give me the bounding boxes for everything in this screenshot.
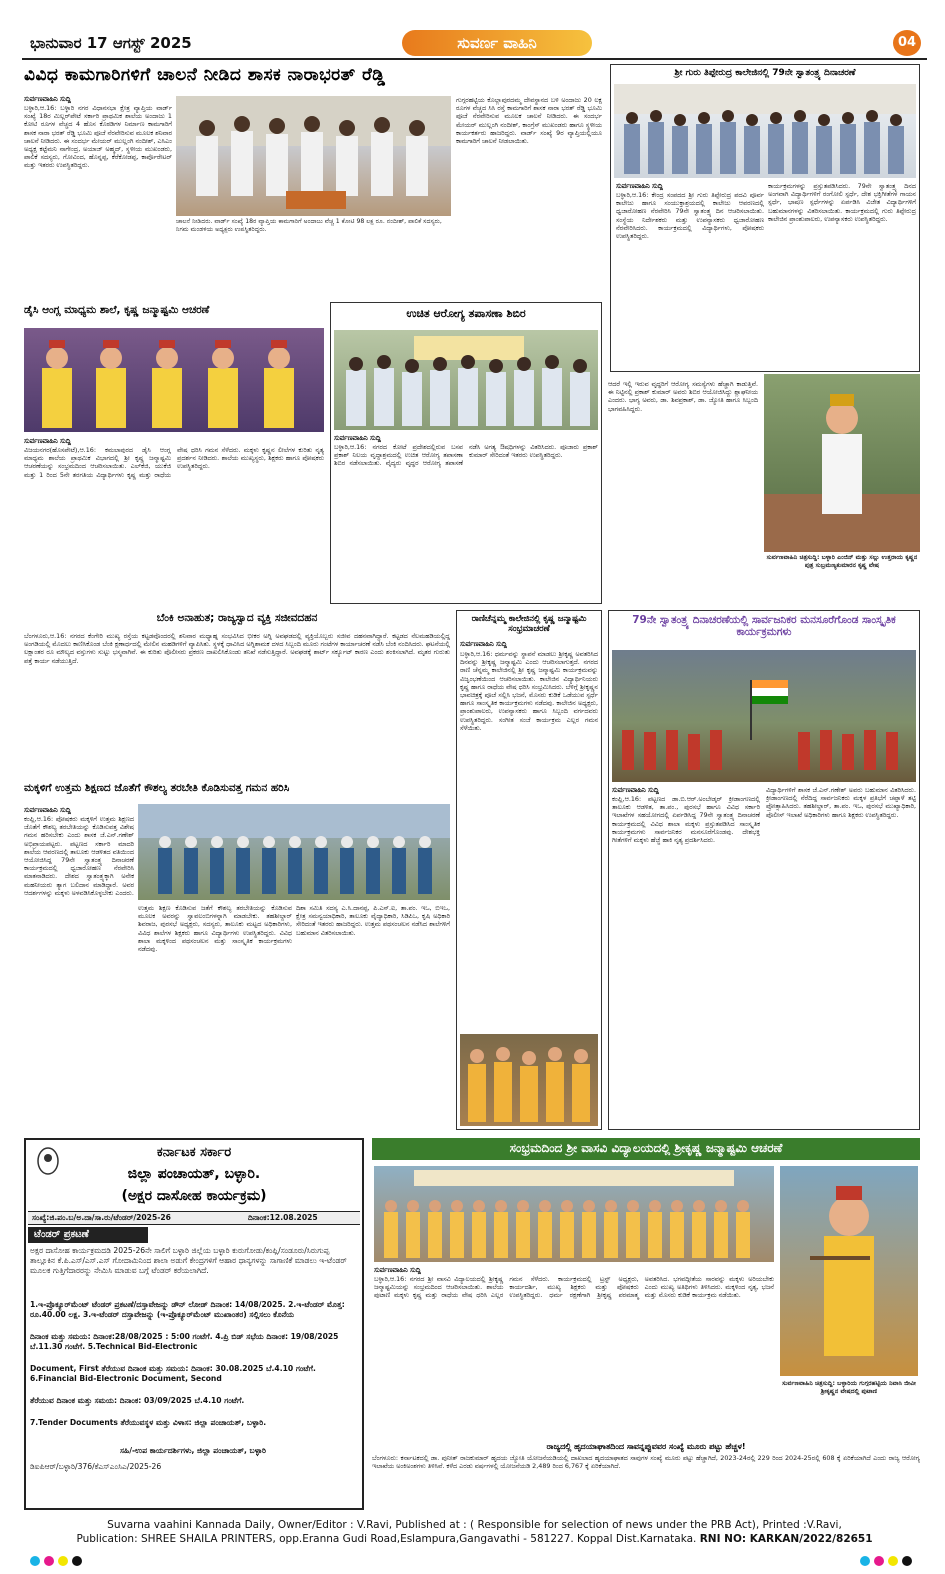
- footer: [22, 1518, 927, 1546]
- children-costume-photo-icon: [24, 328, 324, 432]
- story9-body-2: ವಿದ್ಯಾರ್ಥಿಗಳಿಗೆ ಶಾಸಕ ಜೆ.ಎನ್.ಗಣೇಶ್ ಅವರು ಬಹುಮಾನ ವಿತರಿಸಿದರು. ಕ್ರೀಡಾಂಗಣದಲ್ಲಿ ನೆರೆದಿದ್ದ ಸಾರ್ವಜನಿಕರು ಮಕ್ಕಳ ಪ್ರತಿಭೆಗೆ ಚಪ್ಪಾಳೆ ತಟ್ಟಿ ಪ್ರೋತ್ಸಾಹಿಸಿದರು. ತಹಶೀಲ್ದಾರ್, ತಾ.ಪಂ. ಇಒ, ಪುರಸಭೆ ಮುಖ್ಯಾಧಿಕಾರಿ, ಪೊಲೀಸ್ ಇಲಾಖೆ ಅಧಿಕಾರಿಗಳು ಹಾಗೂ ಶಿಕ್ಷಕರು ಉಪಸ್ಥಿತರಿದ್ದರು.: [766, 786, 916, 819]
- notice-headline: ರಾಜ್ಯದಲ್ಲಿ ಹೃದಯಾಘಾತದಿಂದ ಸಾವನ್ನಪ್ಪುವವರ ಸಂಖ್ಯೆ ಮೂರು ಪಟ್ಟು ಹೆಚ್ಚಳ!: [546, 1442, 746, 1451]
- story5-photo-caption: ಸುರ್ವಣವಾಹಿನಿ ಚಿತ್ರಸುದ್ದಿ: ಬಳ್ಳಾರಿ ಎಂಜಿನ್ ಮತ್ತು ಸಲ್ಲು ಉತ್ತರಾಯ ಕೃಷ್ಣನ ಪುತ್ರ ಸುಬ್ರಮಣ್ಯಕುಮಾರನ ಕೃಷ್ಣ ವೇಷ: [766, 554, 918, 569]
- story9-photo: [612, 650, 916, 782]
- tender-signature: ಸಹಿ/-ಉಪ ಕಾರ್ಯದರ್ಶಿಗಳು, ಜಿಲ್ಲಾ ಪಂಚಾಯತ್, ಬಳ್ಳಾರಿ: [120, 1446, 266, 1455]
- story10-body-1: ಬಳ್ಳಾರಿ,ಆ.16: ನಗರದ ಶ್ರೀ ವಾಸವಿ ವಿದ್ಯಾಲಯದಲ್ಲಿ ಶ್ರೀಕೃಷ್ಣ ಜನ್ಮಾಷ್ಟಮಿಯನ್ನು ಸಂಭ್ರಮದಿಂದ ಆಚರಿಸಲಾಯಿತು. ಶಾಲೆಯ ಪುಟಾಣಿ ಮಕ್ಕಳು ಕೃಷ್ಣ ಮತ್ತು ರಾಧೆಯ ವೇಷ ಧರಿಸಿ ಎಲ್ಲರ ಗಮನ ಸೆಳೆದರು. ಕಾರ್ಯಕ್ರಮದಲ್ಲಿ ಟ್ರಸ್ಟ್ ಅಧ್ಯಕ್ಷರು, ಕಾರ್ಯದರ್ಶಿ, ಮುಖ್ಯ ಶಿಕ್ಷಕರು ಮತ್ತು ಪೋಷಕರು ಉಪಸ್ಥಿತರಿದ್ದರು. ಧರ್ಮ ರಕ್ಷಣೆಗಾಗಿ ಶ್ರೀಕೃಷ್ಣ ಪರಮಾತ್ಮ ಅವತರಿಸಿದ. ಭಗವದ್ಗೀತೆಯ ಸಾರವನ್ನು ಮಕ್ಕಳು ಅರಿಯಬೇಕು ಎಂದು ಮುಖ್ಯ ಅತಿಥಿಗಳು ತಿಳಿಸಿದರು. ಮಕ್ಕಳಿಂದ ನೃತ್ಯ, ಭಜನೆ ಮತ್ತು ಮೊಸರು ಕುಡಿಕೆ ಕಾರ್ಯಕ್ರಮ ನಡೆಯಿತು.: [374, 1275, 774, 1300]
- story7-byline: ಸುರ್ವಣವಾಹಿನಿ ಸುದ್ದಿ: [24, 806, 71, 814]
- tender-date: ದಿನಾಂಕ:12.08.2025: [248, 1213, 318, 1222]
- tender-org-1: ಕರ್ನಾಟಕ ಸರ್ಕಾರ: [156, 1145, 232, 1160]
- tender-line-1: 1.ಇ-ಪ್ರೊಕ್ಯೂರ್‌ಮೆಂಟ್ ಟೆಂಡರ್ ಪ್ರಕಟಣೆ/ದಸ್ತಾವೇಜನ್ನು ಡೌನ್ ಲೋಡ್ ದಿನಾಂಕ: 14/08/2025. 2.ಇ-ಟೆಂಡರ್ ಮೊತ್ತ: ರೂ.40.00 ಲಕ್ಷ. 3.ಇ-ಟೆಂಡರ್ ದಸ್ತಾವೇಜನ್ನು (ಇ-ಪ್ರೊಕ್ಯೂರ್‌ಮೆಂಟ್ ಮುಖಾಂತರ) ಸಲ್ಲಿಸಲು ಕೊನೆಯ: [30, 1300, 345, 1319]
- story8-photo: [460, 1034, 598, 1126]
- story9-byline: ಸುರ್ವಣವಾಹಿನಿ ಸುದ್ದಿ: [612, 786, 659, 794]
- masthead: [22, 28, 927, 60]
- tender-ref: ಸಂಖ್ಯೆ:ಜಿ.ಪಂ.ಬ/ಅ.ದಾ/ಸಾ.ರು/ಟೆಂಡರ್/2025-26: [32, 1213, 171, 1222]
- cultural-program-photo-icon: [612, 650, 916, 782]
- footer-line-2: [22, 1532, 927, 1546]
- registration-marks-right: [860, 1556, 912, 1566]
- story9-headline: 79ನೇ ಸ್ವಾತಂತ್ರ್ಯ ದಿನಾಚರಣೆಯಲ್ಲಿ ಸಾರ್ವಜನಿಕರ ಮನಸೂರೆಗೊಂಡ ಸಾಂಸ್ಕೃತಿಕ ಕಾರ್ಯಕ್ರಮಗಳು: [632, 614, 896, 639]
- tender-dipr: ಡಿಐಪಿಆರ್/ಬಳ್ಳಾರಿ/376/ಕೆಎಸ್‌ಎಂಸಿಎ/2025-26: [30, 1462, 162, 1471]
- black-mark-icon: [902, 1556, 912, 1566]
- story5-photo: [764, 374, 920, 552]
- tender-paragraph: ಅಕ್ಷರ ದಾಸೋಹ ಕಾರ್ಯಕ್ರಮದಡಿ 2025-26ನೇ ಸಾಲಿಗೆ ಬಳ್ಳಾರಿ ಜಿಲ್ಲೆಯ ಬಳ್ಳಾರಿ ಕುರುಗೋಡು/ಕಂಪ್ಲಿ/ಸಂಡೂರು/ಸಿರುಗುಪ್ಪ ತಾಲ್ಲೂಕಿನ ಕೆ.ಪಿ.ಎಸ್/ಎಸ್.ಎಸ್ ಗೋದಾಮಿನಿಂದ ಶಾಲಾ ಅಡುಗೆ ಕೇಂದ್ರಗಳಿಗೆ ಆಹಾರ ಧಾನ್ಯಗಳನ್ನು ಸಾಗಾಣಿಕೆ ಮಾಡಲು ಇ-ಟೆಂಡರ್ ಮೂಲಕ ಗುತ್ತಿಗೆದಾರರನ್ನು ನೇಮಿಸಿ ಮಾಡುವ ಬಗ್ಗೆ ಟೆಂಡರ್ ಕರೆಯಲಾಗಿದೆ.: [30, 1246, 347, 1275]
- college-krishna-photo-icon: [460, 1034, 598, 1126]
- story9-body-1: ಕಂಪ್ಲಿ,ಆ.16: ಪಟ್ಟಣದ ಡಾ.ಬಿ.ಆರ್.ಅಂಬೇಡ್ಕರ್ ಕ್ರೀಡಾಂಗಣದಲ್ಲಿ ತಾಲೂಕು ಆಡಳಿತ, ತಾ.ಪಂ., ಪುರಸಭೆ ಹಾಗೂ ವಿವಿಧ ಸರ್ಕಾರಿ ಇಲಾಖೆಗಳ ಸಹಯೋಗದಲ್ಲಿ ಏರ್ಪಡಿಸಿದ್ದ 79ನೇ ಸ್ವಾತಂತ್ರ್ಯ ದಿನಾಚರಣೆ ಕಾರ್ಯಕ್ರಮದಲ್ಲಿ ವಿವಿಧ ಶಾಲಾ ಮಕ್ಕಳು ಪ್ರಸ್ತುತಪಡಿಸಿದ ಸಾಂಸ್ಕೃತಿಕ ಕಾರ್ಯಕ್ರಮಗಳು ಸಾರ್ವಜನಿಕರ ಮನಸೂರೆಗೊಂಡವು. ದೇಶಭಕ್ತಿ ಗೀತೆಗಳಿಗೆ ಮಕ್ಕಳು ಹೆಜ್ಜೆ ಹಾಕಿ ನೃತ್ಯ ಪ್ರದರ್ಶಿಸಿದರು.: [612, 795, 760, 845]
- story10-headline-bar: [372, 1138, 920, 1160]
- story2-body-2: ಕಾರ್ಯಕ್ರಮಗಳನ್ನು ಪ್ರಸ್ತುತಪಡಿಸಿದರು. 79ನೇ ಸ್ವಾತಂತ್ರ್ಯ ದಿನದ ಅಂಗವಾಗಿ ವಿದ್ಯಾರ್ಥಿಗಳಿಗೆ ರಂಗೋಲಿ ಸ್ಪರ್ಧೆ, ದೇಶ ಭಕ್ತಿಗೀತೆಗಳ ಗಾಯನ ಸ್ಪರ್ಧೆ, ಭಾಷಣ ಸ್ಪರ್ಧೆಗಳನ್ನು ಏರ್ಪಡಿಸಿ ವಿಜೇತ ವಿದ್ಯಾರ್ಥಿಗಳಿಗೆ ಬಹುಮಾನಗಳನ್ನು ವಿತರಿಸಲಾಯಿತು. ಕಾರ್ಯಕ್ರಮದಲ್ಲಿ ಗುರು ತಿಪ್ಪೇರುದ್ರ ಕಾಲೇಜಿನ ಪ್ರಾಂಶುಪಾಲರು, ಉಪನ್ಯಾಸಕರು ಉಪಸ್ಥಿತರಿದ್ದರು.: [768, 182, 916, 223]
- story6-headline: ಬೆಂಕಿ ಅನಾಹುತ; ರಾಜ್ಯಸ್ವಾದ ವ್ಯಕ್ತಿ ಸಜೀವದಹನ: [156, 612, 318, 624]
- story8-byline: ಸುರ್ವಣವಾಹಿನಿ ಸುದ್ದಿ: [460, 640, 507, 648]
- story4-byline: ಸುರ್ವಣವಾಹಿನಿ ಸುದ್ದಿ: [334, 434, 381, 442]
- story4-photo: [334, 330, 598, 430]
- story3-headline: ಡೈಸಿ ಆಂಗ್ಲ ಮಾಧ್ಯಮ ಶಾಲೆ, ಕೃಷ್ಣ ಜನ್ಮಾಷ್ಟಮಿ ಆಚರಣೆ: [24, 304, 210, 316]
- story10-caption: ಸುರ್ವಣವಾಹಿನಿ ಚಿತ್ರಸುದ್ದಿ: ಬಳ್ಳಾರಿಯ ಗುಗ್ಗರಹಟ್ಟಿಯ ನಿವಾಸಿ ಜೀವೀ ಶ್ರೀಕೃಷ್ಣನ ವೇಷದಲ್ಲಿ ಪುಟಾಣಿ: [782, 1380, 916, 1395]
- story6-body: ಬೆಂಗಳೂರು,ಆ.16: ನಗರದ ಕೆಂಗೇರಿ ಮುಖ್ಯ ರಸ್ತೆಯ ಕಟ್ಟಡವೊಂದರಲ್ಲಿ ಶನಿವಾರ ಮಧ್ಯಾಹ್ನ ಸಂಭವಿಸಿದ ಭೀಕರ ಅಗ್ನಿ ಅವಘಡದಲ್ಲಿ ವ್ಯಕ್ತಿಯೊಬ್ಬರು ಸಜೀವ ದಹನವಾಗಿದ್ದಾರೆ. ಕಟ್ಟಡದ ನೆಲಮಹಡಿಯಲ್ಲಿದ್ದ ಅಂಗಡಿಯಲ್ಲಿ ಮೊದಲು ಕಾಣಿಸಿಕೊಂಡ ಬೆಂಕಿ ಕ್ಷಣಾರ್ಧದಲ್ಲಿ ಮೇಲಿನ ಮಹಡಿಗಳಿಗೆ ವ್ಯಾಪಿಸಿತು. ಸ್ಥಳಕ್ಕೆ ಧಾವಿಸಿದ ಅಗ್ನಿಶಾಮಕ ದಳದ ಸಿಬ್ಬಂದಿ ಮೂರು ಗಂಟೆಗಳ ಕಾರ್ಯಾಚರಣೆ ನಡೆಸಿ ಬೆಂಕಿ ನಂದಿಸಿದರು. ಘಟನೆಯಲ್ಲಿ ಲಕ್ಷಾಂತರ ರೂ ಮೌಲ್ಯದ ವಸ್ತುಗಳು ಸುಟ್ಟು ಭಸ್ಮವಾಗಿವೆ. ಈ ಕುರಿತು ಪೊಲೀಸರು ಪ್ರಕರಣ ದಾಖಲಿಸಿಕೊಂಡು ತನಿಖೆ ನಡೆಸುತ್ತಿದ್ದಾರೆ. ಅವಘಡಕ್ಕೆ ಶಾರ್ಟ್ ಸರ್ಕ್ಯೂಟ್ ಕಾರಣ ಎಂದು ಶಂಕಿಸಲಾಗಿದೆ. ಮೃತರ ಗುರುತು ಪತ್ತೆ ಕಾರ್ಯ ನಡೆಯುತ್ತಿದೆ.: [24, 632, 450, 665]
- school-krishna-group-photo-icon: [374, 1166, 774, 1262]
- story10-side-photo: [780, 1166, 918, 1376]
- story7-headline: ಮಕ್ಕಳಿಗೆ ಉತ್ತಮ ಶಿಕ್ಷಣದ ಜೊತೆಗೆ ಕೌಶಲ್ಯ ತರಬೇತಿ ಕೊಡಿಸುವತ್ತ ಗಮನ ಹರಿಸಿ: [24, 782, 290, 794]
- child-krishna-flute-photo-icon: [780, 1166, 918, 1376]
- footer-line-1: Suvarna vaahini Kannada Daily, Owner/Editor : V.Ravi, Published at : ( Responsible for selection of news under the PRB Act), Printed :V.Ravi,: [107, 1519, 842, 1531]
- story3-body: ವಿಜಯನಗರ(ಹೊಸಪೇಟೆ),ಆ.16: ಕಮಲಾಪುರದ ಡೈಸಿ ಆಂಗ್ಲ ಮಾಧ್ಯಮ ಶಾಲೆಯ ಪ್ರಾಥಮಿಕ ವಿಭಾಗದಲ್ಲಿ ಶ್ರೀ ಕೃಷ್ಣ ಜನ್ಮಾಷ್ಟಮಿ ಆಚರಣೆಯನ್ನು ಸಂಭ್ರಮದಿಂದ ಆಚರಿಸಲಾಯಿತು. ಎಲ್‌ಕೆಜಿ, ಯುಕೆಜಿ ಮತ್ತು 1 ರಿಂದ 5ನೇ ತರಗತಿಯ ವಿದ್ಯಾರ್ಥಿಗಳು ಕೃಷ್ಣ ಮತ್ತು ರಾಧೆಯ ವೇಷ ಧರಿಸಿ ಗಮನ ಸೆಳೆದರು. ಮಕ್ಕಳು ಕೃಷ್ಣನ ಲೀಲೆಗಳ ಕುರಿತು ನೃತ್ಯ ಪ್ರದರ್ಶನ ನೀಡಿದರು. ಶಾಲೆಯ ಮುಖ್ಯಸ್ಥರು, ಶಿಕ್ಷಕರು ಹಾಗೂ ಪೋಷಕರು ಉಪಸ್ಥಿತರಿದ್ದರು.: [24, 446, 324, 479]
- story10-photo: [374, 1166, 774, 1262]
- story7-body-2: ಉತ್ತಮ ಶಿಕ್ಷಣ ಕೊಡಿಸುವ ಜತೆಗೆ ಕೌಶಲ್ಯ ತರಬೇತಿಯನ್ನು ಕೊಡಿಸುವ ಮೂಲಕ ಅವರನ್ನು ಸ್ವಾವಲಂಬಿಗಳನ್ನಾಗಿ ಮಾಡಬೇಕು. ತಹಶೀಲ್ದಾರ್ ಶಿವರಾಜ, ಪುರಸಭೆ ಅಧ್ಯಕ್ಷರು, ಸದಸ್ಯರು, ತಾಲೂಕು ಮಟ್ಟದ ಅಧಿಕಾರಿಗಳು, ವಿವಿಧ ಶಾಲೆಗಳ ಶಿಕ್ಷಕರು ಹಾಗೂ ವಿದ್ಯಾರ್ಥಿಗಳು ಉಪಸ್ಥಿತರಿದ್ದರು. ವಿವಿಧ ಶಾಲಾ ಮಕ್ಕಳಿಂದ ಪಥಸಂಚಲನ ಮತ್ತು ಸಾಂಸ್ಕೃತಿಕ ಕಾರ್ಯಕ್ರಮಗಳು ನಡೆದವು.: [138, 904, 292, 954]
- newspaper-logo: ಸುವರ್ಣ ವಾಹಿನಿ: [402, 30, 592, 56]
- health-camp-photo-icon: [334, 330, 598, 430]
- story2-photo: [614, 84, 916, 178]
- story7-body-3: ದಿಶಾ ಸಮಿತಿ ಸದಸ್ಯ ಎ.ಸಿ.ದಾನಪ್ಪ, ಪಿ.ಎಸ್.ಐ, ತಾ.ಪಂ. ಇಒ, ಬಿಇಒ, ಕ್ಷೇತ್ರ ಸಮನ್ವಯಾಧಿಕಾರಿ, ತಾಲೂಕು ವೈದ್ಯಾಧಿಕಾರಿ, ಸಿಡಿಪಿಒ, ಕೃಷಿ ಅಧಿಕಾರಿ ಸೇರಿದಂತೆ ಇತರರು ಹಾಜರಿದ್ದರು. ಉತ್ತಮ ಪಥಸಂಚಲನ ನಡೆಸಿದ ಶಾಲೆಗಳಿಗೆ ಬಹುಮಾನ ವಿತರಿಸಲಾಯಿತು.: [296, 904, 450, 937]
- story8-body: ಬಳ್ಳಾರಿ,ಆ.16: ಧರ್ಮವನ್ನು ಸ್ಥಾಪನೆ ಮಾಡಲು ಶ್ರೀಕೃಷ್ಣ ಅವತರಿಸಿದ ದಿನವನ್ನು ಶ್ರೀಕೃಷ್ಣ ಜನ್ಮಾಷ್ಟಮಿ ಎಂದು ಆಚರಿಸಲಾಗುತ್ತದೆ. ನಗರದ ರಾಣಿ ಚೆನ್ನಮ್ಮ ಕಾಲೇಜಿನಲ್ಲಿ ಶ್ರೀ ಕೃಷ್ಣ ಜನ್ಮಾಷ್ಟಮಿ ಕಾರ್ಯಕ್ರಮವನ್ನು ವಿಜೃಂಭಣೆಯಿಂದ ಆಚರಿಸಲಾಯಿತು. ಕಾಲೇಜಿನ ವಿದ್ಯಾರ್ಥಿನಿಯರು ಕೃಷ್ಣ ಹಾಗೂ ರಾಧೆಯ ವೇಷ ಧರಿಸಿ ಸಂಭ್ರಮಿಸಿದರು. ಬೆಳಿಗ್ಗೆ ಶ್ರೀಕೃಷ್ಣನ ಭಾವಚಿತ್ರಕ್ಕೆ ಪೂಜೆ ಸಲ್ಲಿಸಿ ಭಜನೆ, ಮೊಸರು ಕುಡಿಕೆ ಒಡೆಯುವ ಸ್ಪರ್ಧೆ ಹಾಗೂ ಸಾಂಸ್ಕೃತಿಕ ಕಾರ್ಯಕ್ರಮಗಳು ನಡೆದವು. ಕಾಲೇಜಿನ ಅಧ್ಯಕ್ಷರು, ಪ್ರಾಂಶುಪಾಲರು, ಉಪನ್ಯಾಸಕರು ಹಾಗೂ ಸಿಬ್ಬಂದಿ ವರ್ಗದವರು ಉಪಸ್ಥಿತರಿದ್ದರು. ಸಂಗೀತ ಸಂಜೆ ಕಾರ್ಯಕ್ರಮ ಎಲ್ಲರ ಗಮನ ಸೆಳೆಯಿತು.: [460, 650, 598, 732]
- yellow-mark-icon: [58, 1556, 68, 1566]
- magenta-mark-icon: [44, 1556, 54, 1566]
- yellow-mark-icon: [888, 1556, 898, 1566]
- page-number: 04: [893, 30, 921, 56]
- magenta-mark-icon: [874, 1556, 884, 1566]
- child-krishna-costume-photo-icon: [764, 374, 920, 552]
- story2-byline: ಸುರ್ವಣವಾಹಿನಿ ಸುದ್ದಿ: [616, 182, 663, 190]
- story8-headline: ರಾಣಿಚೆನ್ನಮ್ಮ ಕಾಲೇಜಿನಲ್ಲಿ ಕೃಷ್ಣ ಜನ್ಮಾಷ್ಟಮಿ ಸಂಭ್ರಮಾಚರಣೆ: [471, 613, 587, 633]
- tender-org-2: ಜಿಲ್ಲಾ ಪಂಚಾಯತ್, ಬಳ್ಳಾರಿ.: [127, 1166, 261, 1182]
- story5-body: ಆದರೆ ಇಲ್ಲಿ ಇರುವ ವೃದ್ಧರಿಗೆ ಆರೋಗ್ಯ ಸಮಸ್ಯೆಗಳು ಹೆಚ್ಚಾಗಿ ಕಾಡುತ್ತಿವೆ. ಈ ನಿಟ್ಟಿನಲ್ಲಿ ಪ್ರಕಾಶ್ ಕುಮಾರ್ ಅವರು ಶಿಬಿರ ಆಯೋಜಿಸಿದ್ದು ಶ್ಲಾಘನೀಯ ಎಂದರು. ಭಾಗ್ಯ ಅವರು, ಡಾ. ಶಿವಪ್ರಕಾಶ್, ಡಾ. ಜ್ಯೋತಿ ಹಾಗೂ ಸಿಬ್ಬಂದಿ ಭಾಗವಹಿಸಿದ್ದರು.: [608, 380, 758, 413]
- tender-ref-bar: [28, 1211, 360, 1225]
- tender-org-3: (ಅಕ್ಷರ ದಾಸೋಹ ಕಾರ್ಯಕ್ರಮ): [121, 1188, 267, 1204]
- story1-photo-caption: ಚಾಲನೆ ನೀಡಿದರು. ವಾರ್ಡ್ ಸಂಖ್ಯೆ 18ರ ವ್ಯಾಪ್ತಿಯ ಕಾಮಗಾರಿಗೆ ಅಂದಾಜು ವೆಚ್ಚ 1 ಕೋಟಿ 98 ಲಕ್ಷ ರೂ. ನಂದೀಶ್, ಪಾಲಿಕೆ ಸದಸ್ಯರು, ನಿಗಮ ಮಂಡಳಿಯ ಅಧ್ಯಕ್ಷರು ಉಪಸ್ಥಿತರಿದ್ದರು.: [176, 218, 442, 233]
- tender-line-3: Document, First ತೆರೆಯುವ ದಿನಾಂಕ ಮತ್ತು ಸಮಯ: ದಿನಾಂಕ: 30.08.2025 ಬೆ.4.10 ಗಂಟೆಗೆ. 6.Financial Bid-Electronic Document, Second: [30, 1364, 316, 1383]
- tender-line-4: ತೆರೆಯುವ ದಿನಾಂಕ ಮತ್ತು ಸಮಯ: ದಿನಾಂಕ: 03/09/2025 ಬೆ.4.10 ಗಂಟೆಗೆ.: [30, 1396, 245, 1405]
- cyan-mark-icon: [30, 1556, 40, 1566]
- story1-byline: ಸುರ್ವಣವಾಹಿನಿ ಸುದ್ದಿ: [24, 95, 71, 103]
- story1-body-2: ಗುಗ್ಗರಹಟ್ಟಿಯ ಕೊಲ್ಲಾಪುರದಮ್ಮ ದೇವಸ್ಥಾನದ ಬಳಿ ಅಂದಾಜು 20 ಲಕ್ಷ ರೂಗಳ ವೆಚ್ಚದ ಸಿಸಿ ರಸ್ತೆ ಕಾಮಗಾರಿಗೆ ಶಾಸಕ ನಾರಾ ಭರತ್ ರೆಡ್ಡಿ ಭೂಮಿ ಪೂಜೆ ನೆರವೇರಿಸುವ ಮೂಲಕ ಚಾಲನೆ ನೀಡಿದರು. ಈ ಸಂದರ್ಭ ಮೇಯರ್ ಮುಲ್ಲಂಗಿ ನಂದೀಶ್, ಕಾಂಗ್ರೆಸ್ ಮುಖಂಡರು ಹಾಗೂ ಸ್ಥಳೀಯ ಕಾರ್ಯಕರ್ತರು ಹಾಜರಿದ್ದರು. ವಾರ್ಡ್ ಸಂಖ್ಯೆ 9ರ ವ್ಯಾಪ್ತಿಯಲ್ಲಿಯೂ ಕಾಮಗಾರಿಗೆ ಚಾಲನೆ ನೀಡಲಾಯಿತು.: [456, 96, 602, 146]
- story7-photo: [138, 804, 450, 900]
- group-people-photo-icon: [176, 96, 451, 216]
- tender-line-5: 7.Tender Documents ತೆರೆಯುವಸ್ಥಳ ಮತ್ತು ವಿಳಾಸ: ಜಿಲ್ಲಾ ಪಂಚಾಯತ್, ಬಳ್ಳಾರಿ.: [30, 1418, 267, 1427]
- black-mark-icon: [72, 1556, 82, 1566]
- tender-title-bar: [28, 1227, 148, 1243]
- story4-body: ಬಳ್ಳಾರಿ,ಆ.16: ನಗರದ ಕೋಟೆ ಪ್ರದೇಶದಲ್ಲಿರುವ ಬಸವ ಪ್ರಕಾಶ್ ನಿಲಯ ವೃದ್ಧಾಶ್ರಮದಲ್ಲಿ ಉಚಿತ ಆರೋಗ್ಯ ತಪಾಸಣಾ ಶಿಬಿರ ನಡೆಸಲಾಯಿತು. ವೈದ್ಯರು ವೃದ್ಧರ ಆರೋಗ್ಯ ತಪಾಸಣೆ ನಡೆಸಿ ಅಗತ್ಯ ಔಷಧಿಗಳನ್ನು ವಿತರಿಸಿದರು. ಪೂಜಾರು ಪ್ರಕಾಶ್ ಕುಮಾರ್ ಸೇರಿದಂತೆ ಇತರರು ಉಪಸ್ಥಿತರಿದ್ದರು.: [334, 443, 598, 468]
- story10-headline: ಸಂಭ್ರಮದಿಂದ ಶ್ರೀ ವಾಸವಿ ವಿದ್ಯಾಲಯದಲ್ಲಿ ಶ್ರೀಕೃಷ್ಣ ಜನ್ಮಾಷ್ಟಮಿ ಆಚರಣೆ: [509, 1141, 783, 1155]
- notice-body: ಬೆಂಗಳೂರು: ಕರ್ನಾಟಕದಲ್ಲಿ ಡಾ. ಪುನೀತ್ ರಾಜಕುಮಾರ್ ಹೃದಯ ಜ್ಯೋತಿ ಯೋಜನೆಯಡಿಯಲ್ಲಿ ದಾಖಲಾದ ಹೃದಯಾಘಾತದ ಸಾವುಗಳ ಸಂಖ್ಯೆ ಮೂರು ಪಟ್ಟು ಹೆಚ್ಚಾಗಿದೆ, 2023-24ರಲ್ಲಿ 229 ರಿಂದ 2024-25ರಲ್ಲಿ 608 ಕ್ಕೆ ಏರಿಕೆಯಾಗಿದೆ ಎಂದು ರಾಜ್ಯ ಆರೋಗ್ಯ ಇಲಾಖೆಯ ಅಂಕಿಅಂಶಗಳು ತಿಳಿಸಿವೆ. ಕಳೆದ ಎರಡು ವರ್ಷಗಳಲ್ಲಿ ಯೋಜನೆಯಡಿ 2,489 ರಿಂದ 6,767 ಕ್ಕೆ ಏರಿಕೆಯಾಗಿದೆ.: [372, 1454, 920, 1471]
- story1-body-1: ಬಳ್ಳಾರಿ,ಆ.16: ಬಳ್ಳಾರಿ ನಗರ ವಿಧಾನಸಭಾ ಕ್ಷೇತ್ರ ವ್ಯಾಪ್ತಿಯ ವಾರ್ಡ್ ಸಂಖ್ಯೆ 18ರ ಮಿಲ್ಲರ್‌ಪೇಟೆ ಸರ್ಕಾರಿ ಪ್ರಾಥಮಿಕ ಶಾಲೆಯ ಅಂದಾಜು 1 ಕೋಟಿ ರೂಗಳ ವೆಚ್ಚದ 4 ಹೊಸ ಕೊಠಡಿಗಳ ನಿರ್ಮಾಣ ಕಾಮಗಾರಿಗೆ ಶಾಸಕ ನಾರಾ ಭರತ್ ರೆಡ್ಡಿ ಭೂಮಿ ಪೂಜೆ ನೆರವೇರಿಸುವ ಮೂಲಕ ಶನಿವಾರ ಚಾಲನೆ ನೀಡಿದರು. ಈ ಸಂದರ್ಭ ಮೇಯರ್ ಮುಲ್ಲಂಗಿ ನಂದೀಶ್, ಎಸಿಎಂ ಅಧ್ಯಕ್ಷ ಕಟ್ಟೆಮನಿ ನಾಗೇಂದ್ರ, ಅಯಾಜ್ ಅಹ್ಮದ್, ಸ್ಥಳೀಯ ಮುಖಂಡರು, ಪಾಲಿಕೆ ಸದಸ್ಯರು, ಗೋವಿಂದ, ಹೊನ್ನಪ್ಪ, ಕೆರೆಕೋಡಪ್ಪ, ಕಾರ್ಪೊರೇಟರ್ ಮತ್ತು ಇತರರು ಉಪಸ್ಥಿತರಿದ್ದರು.: [24, 104, 172, 170]
- tender-title: ಟೆಂಡರ್ ಪ್ರಕಟಣೆ: [34, 1229, 89, 1240]
- school-parade-photo-icon: [138, 804, 450, 900]
- story1-photo: [176, 96, 451, 216]
- footer-address: Publication: SHREE SHAILA PRINTERS, opp.Eranna Gudi Road,Eslampura,Gangavathi - 581227. Koppal Dist.Karnataka.: [76, 1533, 697, 1545]
- story7-body-1: ಕಂಪ್ಲಿ,ಆ.16: ಪೋಷಕರು ಮಕ್ಕಳಿಗೆ ಉತ್ತಮ ಶಿಕ್ಷಣದ ಜೊತೆಗೆ ಕೌಶಲ್ಯ ತರಬೇತಿಯನ್ನು ಕೊಡಿಸುವತ್ತ ವಿಶೇಷ ಗಮನ ಹರಿಸಬೇಕು ಎಂದು ಶಾಸಕ ಜೆ.ಎನ್.ಗಣೇಶ್ ಅಭಿಪ್ರಾಯಪಟ್ಟರು. ಪಟ್ಟಣದ ಸರ್ಕಾರಿ ಮಾದರಿ ಶಾಲೆಯ ಆವರಣದಲ್ಲಿ ತಾಲೂಕು ಆಡಳಿತದ ವತಿಯಿಂದ ಆಯೋಜಿಸಿದ್ದ 79ನೇ ಸ್ವಾತಂತ್ರ್ಯ ದಿನಾಚರಣೆ ಕಾರ್ಯಕ್ರಮದಲ್ಲಿ ಧ್ವಜಾರೋಹಣ ನೆರವೇರಿಸಿ ಮಾತನಾಡಿದರು. ದೇಶದ ಸ್ವಾತಂತ್ರ್ಯಕ್ಕಾಗಿ ಅನೇಕ ಮಹನೀಯರು ತ್ಯಾಗ ಬಲಿದಾನ ಮಾಡಿದ್ದಾರೆ. ಅವರ ಆದರ್ಶಗಳನ್ನು ಮಕ್ಕಳು ಅಳವಡಿಸಿಕೊಳ್ಳಬೇಕು ಎಂದರು.: [24, 815, 134, 897]
- story2-headline: ಶ್ರೀ ಗುರು ತಿಪ್ಪೇರುದ್ರ ಕಾಲೇಜಿನಲ್ಲಿ 79ನೇ ಸ್ವಾತಂತ್ರ್ಯ ದಿನಾಚರಣೆ: [674, 68, 856, 78]
- cyan-mark-icon: [860, 1556, 870, 1566]
- story1-headline: ವಿವಿಧ ಕಾಮಗಾರಿಗಳಿಗೆ ಚಾಲನೆ ನೀಡಿದ ಶಾಸಕ ನಾರಾಭರತ್ ರೆಡ್ಡಿ: [24, 66, 602, 86]
- story4-headline: ಉಚಿತ ಆರೋಗ್ಯ ತಪಾಸಣಾ ಶಿಬಿರ: [406, 307, 526, 320]
- story10-byline: ಸುರ್ವಣವಾಹಿನಿ ಸುದ್ದಿ: [374, 1266, 421, 1274]
- college-event-photo-icon: [614, 84, 916, 178]
- footer-rni: RNI NO: KARKAN/2022/82651: [699, 1533, 873, 1545]
- story3-photo: [24, 328, 324, 432]
- registration-marks-left: [30, 1556, 82, 1566]
- tender-line-2: ದಿನಾಂಕ ಮತ್ತು ಸಮಯ: ದಿನಾಂಕ:28/08/2025 : 5:00 ಗಂಟೆಗೆ. 4.ಪ್ರಿ ಬಿಡ್ ಸಭೆಯ ದಿನಾಂಕ: 19/08/2025 ಬೆ.11.30 ಗಂಟೆಗೆ. 5.Technical Bid-Electronic: [30, 1332, 339, 1351]
- issue-date: ಭಾನುವಾರ 17 ಆಗಸ್ಟ್ 2025: [30, 34, 192, 52]
- story3-byline: ಸುರ್ವಣವಾಹಿನಿ ಸುದ್ದಿ: [24, 437, 71, 445]
- story2-body-1: ಬಳ್ಳಾರಿ,ಆ.16: ಕೇಂದ್ರ ಸಂಪದದ ಶ್ರೀ ಗುರು ತಿಪ್ಪೇರುದ್ರ ಪದವಿ ಪೂರ್ವ ಕಾಲೇಜು ಹಾಗೂ ಸಂಯುಕ್ತಾಶ್ರಯದಲ್ಲಿ ಕಾಲೇಜು ಆವರಣದಲ್ಲಿ ಧ್ವಜಾರೋಹಣ ನೆರವೇರಿಸಿ 79ನೇ ಸ್ವಾತಂತ್ರ್ಯ ದಿನ ಆಚರಿಸಲಾಯಿತು. ಸಂಸ್ಥೆಯ ನಿರ್ದೇಶಕರು ಮತ್ತು ಉಪನ್ಯಾಸಕರು ಧ್ವಜಾರೋಹಣ ನೆರವೇರಿಸಿದರು. ಕಾರ್ಯಕ್ರಮದಲ್ಲಿ ವಿದ್ಯಾರ್ಥಿಗಳು, ಪೋಷಕರು ಉಪಸ್ಥಿತರಿದ್ದರು.: [616, 191, 764, 241]
